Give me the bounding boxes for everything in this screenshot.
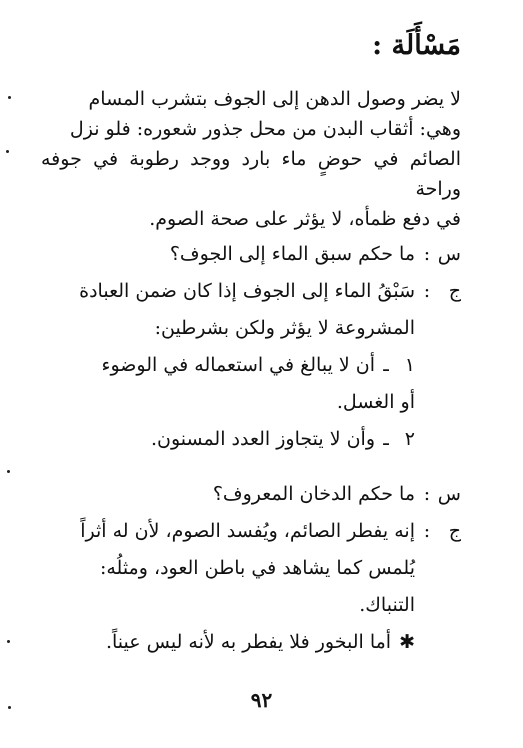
answer-text	[41, 513, 415, 661]
condition-continuation: أو الغسل.	[336, 391, 415, 413]
answer-line: التنباك.	[359, 594, 415, 616]
condition-item	[41, 421, 415, 458]
intro-paragraph	[41, 84, 461, 234]
condition-dash: ـ	[383, 354, 389, 376]
condition-item	[41, 347, 415, 384]
condition-number: ٢	[404, 428, 415, 450]
scan-speck	[6, 150, 9, 153]
question-row	[41, 236, 461, 273]
condition-text: أن لا يبالغ في استعماله في الوضوء	[101, 354, 375, 376]
page-number: ٩٢	[250, 688, 273, 712]
answer-marker: ج	[448, 520, 461, 542]
answer-line: يُلمس كما يشاهد في باطن العود، ومثلُه:	[99, 557, 415, 579]
answer-row	[41, 513, 461, 661]
scan-speck	[7, 470, 10, 473]
answer-row	[41, 273, 461, 458]
colon: :	[423, 280, 431, 302]
asterisk-icon: ✱	[399, 631, 415, 653]
answer-text	[41, 273, 415, 458]
note-line	[41, 624, 415, 661]
question-marker: س	[437, 243, 461, 265]
condition-dash: ـ	[383, 428, 389, 450]
question-marker: س	[437, 483, 461, 505]
answer-line: سَبْقُ الماء إلى الجوف إذا كان ضمن العبادة	[79, 280, 415, 302]
condition-number: ١	[404, 354, 415, 376]
scan-speck	[8, 96, 11, 99]
paragraph-line: في دفع ظمأه، لا يؤثر على صحة الصوم.	[149, 208, 461, 230]
colon: :	[423, 520, 431, 542]
paragraph-line: الصائم في حوضٍ ماء بارد ووجد رطوبة في جوفه وراحة	[41, 148, 461, 200]
answer-line: إنه يفطر الصائم، ويُفسد الصوم، لأن له أثراً	[80, 520, 415, 542]
question-row	[41, 476, 461, 513]
qa-block-smoke	[41, 476, 461, 661]
section-heading: مَسْأَلَة :	[372, 30, 461, 61]
scan-speck	[7, 640, 10, 643]
colon: :	[423, 483, 431, 505]
paragraph-line: وهي: أثقاب البدن من محل جذور شعوره: فلو نزل	[69, 118, 461, 140]
note-text: أما البخور فلا يفطر به لأنه ليس عيناً.	[105, 631, 392, 653]
answer-marker: ج	[448, 280, 461, 302]
paragraph-line: لا يضر وصول الدهن إلى الجوف بتشرب المسام	[88, 88, 461, 110]
answer-line: المشروعة لا يؤثر ولكن بشرطين:	[154, 317, 415, 339]
question-text: ما حكم سبق الماء إلى الجوف؟	[169, 243, 415, 265]
qa-block-water	[41, 236, 461, 458]
condition-text: وأن لا يتجاوز العدد المسنون.	[150, 428, 375, 450]
colon: :	[423, 243, 431, 265]
question-text: ما حكم الدخان المعروف؟	[212, 483, 415, 505]
scan-speck	[8, 706, 11, 709]
